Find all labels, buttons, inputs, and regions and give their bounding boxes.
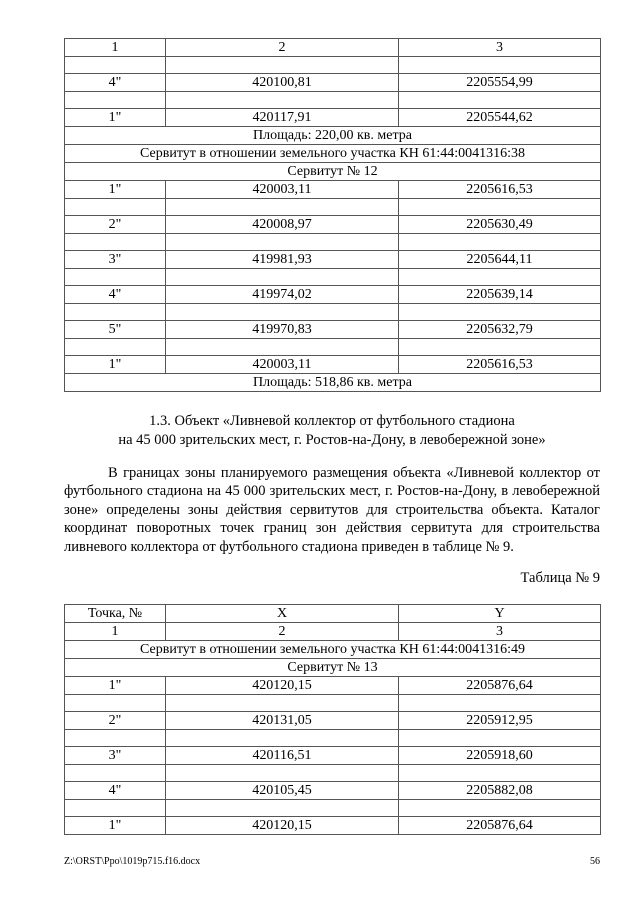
servitude-number-cell: Сервитут № 12 xyxy=(65,163,601,181)
y-cell: 2205616,53 xyxy=(399,356,601,374)
table-row xyxy=(65,677,601,695)
header-cell: 2 xyxy=(166,39,399,57)
section-heading-line1: 1.3. Объект «Ливневой коллектор от футбольного стадиона xyxy=(149,413,515,429)
spacer-row xyxy=(65,304,601,321)
table-row xyxy=(65,251,601,269)
coordinates-table-9 xyxy=(64,604,601,835)
point-cell: 4" xyxy=(65,74,166,92)
point-cell: 1" xyxy=(65,181,166,199)
y-cell: 2205876,64 xyxy=(399,677,601,695)
table-row xyxy=(65,712,601,730)
area-cell: Площадь: 220,00 кв. метра xyxy=(65,127,601,145)
table-header-row xyxy=(65,605,601,623)
table-row xyxy=(65,356,601,374)
easement-title-cell: Сервитут в отношении земельного участка КН 61:44:0041316:49 xyxy=(65,641,601,659)
spacer-row xyxy=(65,199,601,216)
y-cell: 2205630,49 xyxy=(399,216,601,234)
point-cell: 1" xyxy=(65,677,166,695)
spacer-row xyxy=(65,92,601,109)
spacer-row xyxy=(65,269,601,286)
table-row xyxy=(65,216,601,234)
easement-row xyxy=(65,641,601,659)
easement-title-cell: Сервитут в отношении земельного участка КН 61:44:0041316:38 xyxy=(65,145,601,163)
y-cell: 2205918,60 xyxy=(399,747,601,765)
point-cell: 1" xyxy=(65,817,166,835)
table-row xyxy=(65,109,601,127)
point-cell: 3" xyxy=(65,251,166,269)
spacer-row xyxy=(65,800,601,817)
y-cell: 2205554,99 xyxy=(399,74,601,92)
point-cell: 2" xyxy=(65,216,166,234)
column-header-y: Y xyxy=(399,605,601,623)
point-cell: 4" xyxy=(65,782,166,800)
x-cell: 420105,45 xyxy=(166,782,399,800)
table-row xyxy=(65,181,601,199)
x-cell: 419970,83 xyxy=(166,321,399,339)
point-cell: 4" xyxy=(65,286,166,304)
x-cell: 420131,05 xyxy=(166,712,399,730)
area-cell: Площадь: 518,86 кв. метра xyxy=(65,374,601,392)
column-number-cell: 2 xyxy=(166,623,399,641)
x-cell: 419974,02 xyxy=(166,286,399,304)
footer-page-number: 56 xyxy=(590,856,600,867)
x-cell: 419981,93 xyxy=(166,251,399,269)
x-cell: 420116,51 xyxy=(166,747,399,765)
table-row xyxy=(65,782,601,800)
x-cell: 420117,91 xyxy=(166,109,399,127)
table-caption: Таблица № 9 xyxy=(520,570,600,586)
table-row xyxy=(65,817,601,835)
x-cell: 420120,15 xyxy=(166,677,399,695)
table-row xyxy=(65,74,601,92)
point-cell: 3" xyxy=(65,747,166,765)
x-cell: 420100,81 xyxy=(166,74,399,92)
x-cell: 420003,11 xyxy=(166,356,399,374)
spacer-row xyxy=(65,765,601,782)
table-row xyxy=(65,321,601,339)
point-cell: 5" xyxy=(65,321,166,339)
footer-file-path: Z:\ORST\Ppo\1019p715.f16.docx xyxy=(64,856,201,867)
point-cell: 2" xyxy=(65,712,166,730)
y-cell: 2205616,53 xyxy=(399,181,601,199)
servitude-row xyxy=(65,659,601,677)
column-header-x: X xyxy=(166,605,399,623)
section-heading-line2: на 45 000 зрительских мест, г. Ростов-на-Дону, в левобережной зоне» xyxy=(118,432,546,448)
x-cell: 420008,97 xyxy=(166,216,399,234)
spacer-row xyxy=(65,57,601,74)
column-number-row xyxy=(65,623,601,641)
y-cell: 2205644,11 xyxy=(399,251,601,269)
y-cell: 2205876,64 xyxy=(399,817,601,835)
area-row xyxy=(65,374,601,392)
table-header-row xyxy=(65,39,601,57)
point-cell: 1" xyxy=(65,109,166,127)
y-cell: 2205544,62 xyxy=(399,109,601,127)
spacer-row xyxy=(65,730,601,747)
table-row xyxy=(65,747,601,765)
y-cell: 2205632,79 xyxy=(399,321,601,339)
x-cell: 420003,11 xyxy=(166,181,399,199)
table-row xyxy=(65,286,601,304)
servitude-number-cell: Сервитут № 13 xyxy=(65,659,601,677)
spacer-row xyxy=(65,695,601,712)
spacer-row xyxy=(65,339,601,356)
paragraph-text: В границах зоны планируемого размещения объекта «Ливневой коллектор от футбольного стадиона на 45 000 зрительских мест, г. Ростов-на-Дону, в левобережной зоне» определены зоны действия сервитутов для строительства объекта. Каталог координат поворотных точек границ зон действия сервитута для строительства ливневого коллектора от футбольного стадиона приведен в таблице № 9. xyxy=(64,465,600,555)
servitude-row xyxy=(65,163,601,181)
y-cell: 2205882,08 xyxy=(399,782,601,800)
easement-row xyxy=(65,145,601,163)
column-number-cell: 3 xyxy=(399,623,601,641)
x-cell: 420120,15 xyxy=(166,817,399,835)
y-cell: 2205912,95 xyxy=(399,712,601,730)
area-row xyxy=(65,127,601,145)
point-cell: 1" xyxy=(65,356,166,374)
body-paragraph xyxy=(64,464,600,556)
coordinates-table-continuation xyxy=(64,38,601,392)
column-header-point: Точка, № xyxy=(65,605,166,623)
column-number-cell: 1 xyxy=(65,623,166,641)
section-heading xyxy=(64,412,600,450)
header-cell: 1 xyxy=(65,39,166,57)
header-cell: 3 xyxy=(399,39,601,57)
y-cell: 2205639,14 xyxy=(399,286,601,304)
spacer-row xyxy=(65,234,601,251)
